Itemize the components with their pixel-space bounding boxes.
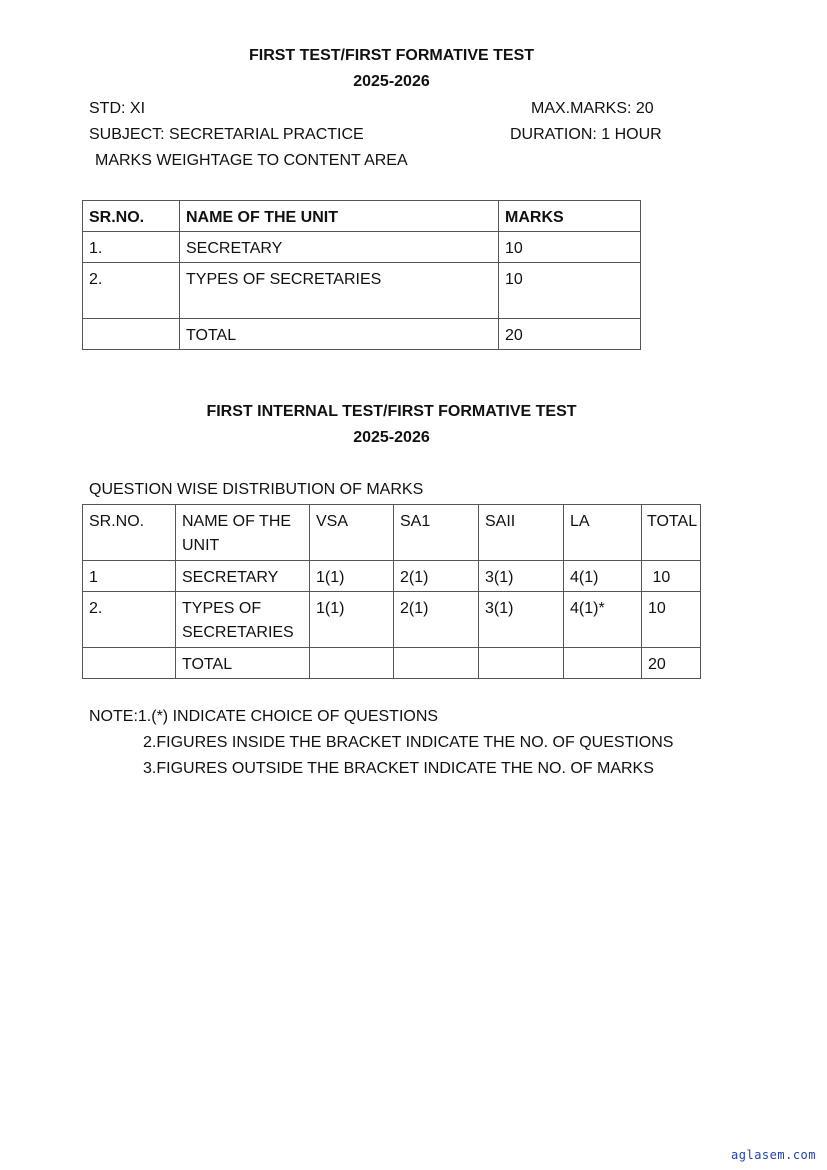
table-header-row [83,505,701,561]
table-cell: 20 [499,319,641,350]
table-cell: 4(1) [564,561,642,592]
table-cell: TYPES OF SECRETARIES [180,263,499,319]
table-cell: TOTAL [180,319,499,350]
header-cell: SAII [479,505,564,561]
header-cell: NAME OF THE UNIT [180,201,499,232]
table-cell [479,648,564,679]
table-cell: 1(1) [310,592,394,648]
table-cell: 20 [642,648,701,679]
max-marks-label: MAX.MARKS: 20 [531,100,654,117]
header-cell: SA1 [394,505,479,561]
table-cell: 1(1) [310,561,394,592]
note-line-2: 2.FIGURES INSIDE THE BRACKET INDICATE THE NO. OF QUESTIONS [143,734,674,751]
watermark-link[interactable]: aglasem.com [731,1148,816,1162]
test-year: 2025-2026 [353,73,430,90]
distribution-table [82,504,701,679]
table-cell: 3(1) [479,592,564,648]
header-cell: LA [564,505,642,561]
table-row [83,592,701,648]
note-line-1: NOTE:1.(*) INDICATE CHOICE OF QUESTIONS [89,708,439,725]
header-cell: TOTAL [642,505,701,561]
table-cell: 10 [642,561,701,592]
table-cell [83,319,180,350]
table-row [83,561,701,592]
table-cell: 3(1) [479,561,564,592]
table-total-row [83,319,641,350]
distribution-heading: QUESTION WISE DISTRIBUTION OF MARKS [89,481,424,498]
internal-test-year: 2025-2026 [353,429,430,446]
header-cell: MARKS [499,201,641,232]
table-cell: TYPES OF SECRETARIES [176,592,310,648]
table-cell: 1 [83,561,176,592]
internal-test-title: FIRST INTERNAL TEST/FIRST FORMATIVE TEST [206,403,577,420]
table-cell: 2. [83,263,180,319]
header-cell: SR.NO. [83,201,180,232]
header-cell: NAME OF THE UNIT [176,505,310,561]
table-row [83,232,641,263]
subject-label: SUBJECT: SECRETARIAL PRACTICE [89,126,364,143]
table-cell [564,648,642,679]
table-cell: 10 [499,263,641,319]
table-cell: TOTAL [176,648,310,679]
table-total-row [83,648,701,679]
table-cell: 2. [83,592,176,648]
table-cell: 10 [642,592,701,648]
test-title: FIRST TEST/FIRST FORMATIVE TEST [248,47,535,64]
table-cell: SECRETARY [180,232,499,263]
table-cell [83,648,176,679]
table-cell [310,648,394,679]
duration-label: DURATION: 1 HOUR [510,126,662,143]
table-cell: 10 [499,232,641,263]
note-line-3: 3.FIGURES OUTSIDE THE BRACKET INDICATE THE NO. OF MARKS [143,760,654,777]
weightage-heading: MARKS WEIGHTAGE TO CONTENT AREA [95,152,408,169]
table-row [83,263,641,319]
table-header-row [83,201,641,232]
std-label: STD: XI [89,100,146,117]
table-cell [394,648,479,679]
table-cell: 1. [83,232,180,263]
table-cell: 2(1) [394,561,479,592]
table-cell: 2(1) [394,592,479,648]
table-cell: SECRETARY [176,561,310,592]
weightage-table [82,200,641,350]
table-cell: 4(1)* [564,592,642,648]
header-cell: SR.NO. [83,505,176,561]
header-cell: VSA [310,505,394,561]
